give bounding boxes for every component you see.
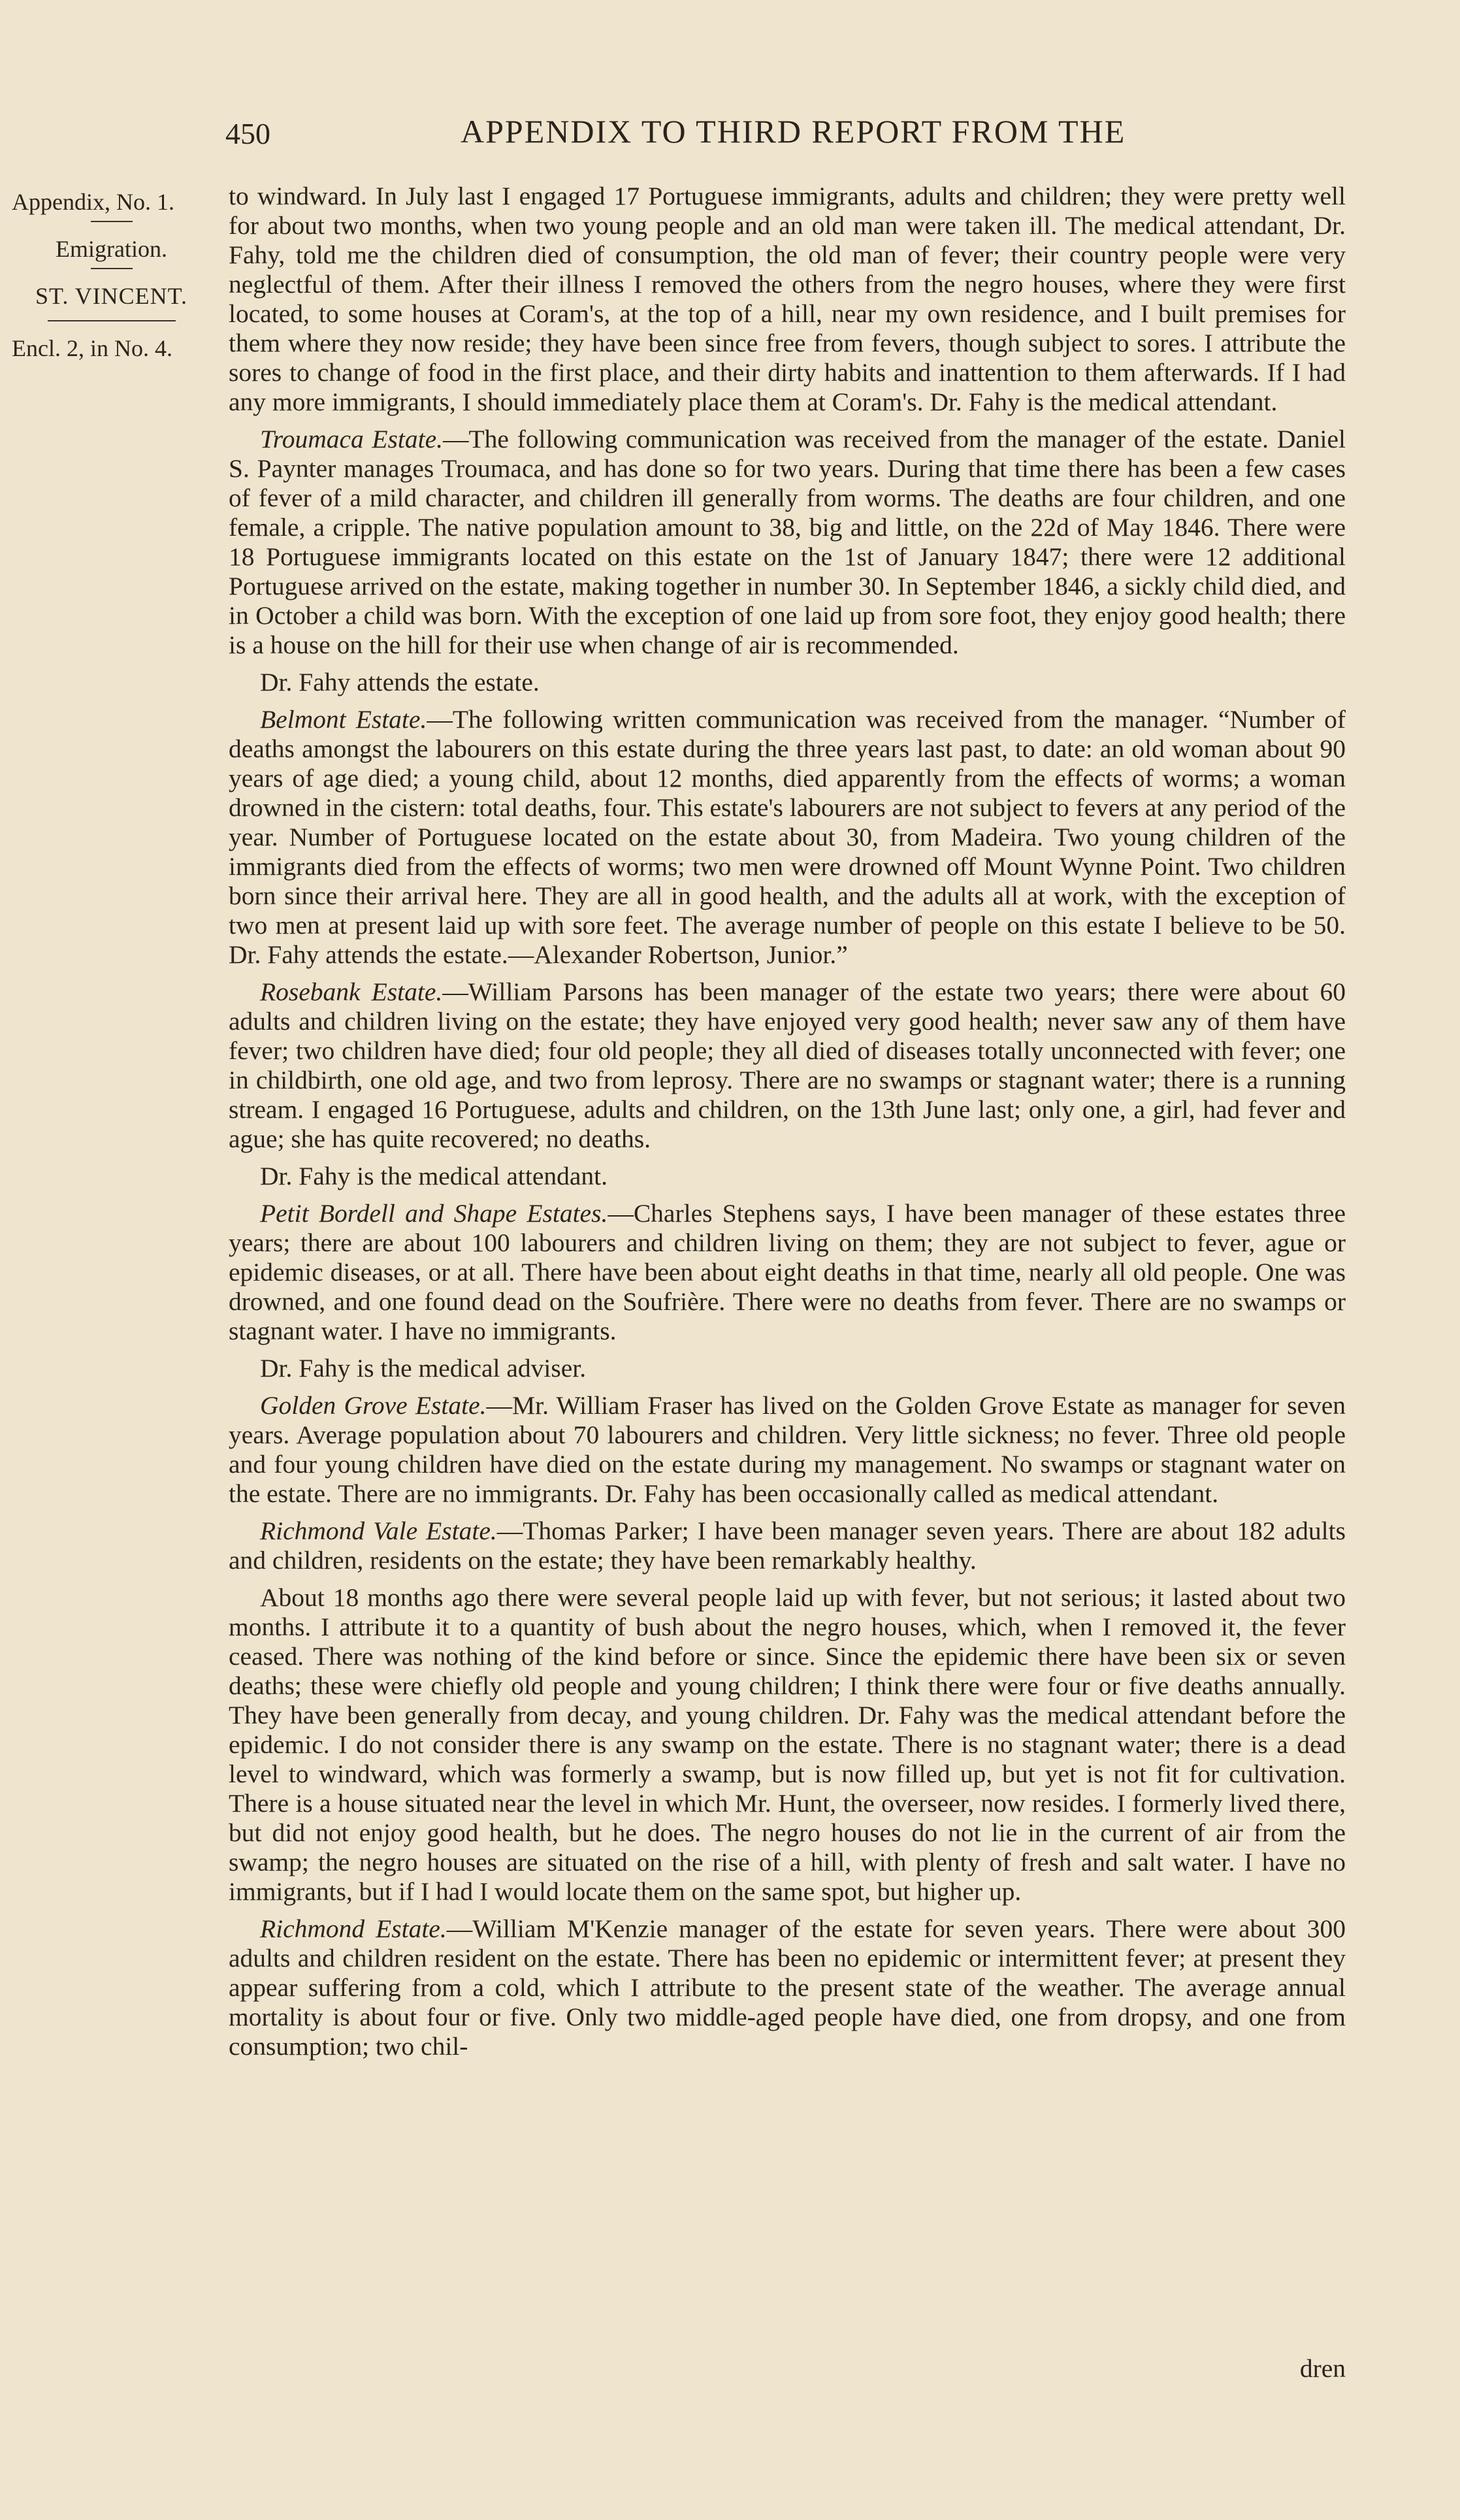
margin-colony: ST. VINCENT.	[35, 283, 187, 309]
catchword: dren	[1299, 2354, 1346, 2383]
estate-name: Belmont Estate.	[260, 705, 427, 734]
estate-name: Rosebank Estate.	[260, 977, 443, 1006]
estate-name: Golden Grove Estate.	[260, 1391, 487, 1420]
estate-name: Richmond Estate.	[260, 1914, 447, 1943]
paragraph: Dr. Fahy attends the estate.	[260, 668, 540, 696]
margin-notes	[12, 184, 211, 366]
paragraph: Troumaca Estate.—The following communication was received from the manager of the estate. Daniel S. Paynter manages Troumaca, and has done so for two years. During that time there has been a few cases of fever of a mild character, and children ill generally from worms. The deaths are four children, and one female, a cripple. The native population amount to 38, big and little, on the 22d of May 1846. There were 18 Portuguese immigrants located on this estate on the 1st of January 1847; there were 12 additional Portuguese arrived on the estate, making together in number 30. In September 1846, a sickly child died, and in October a child was born. With the exception of one laid up from sore foot, they enjoy good health; there is a house on the hill for their use when change of air is recommended.	[229, 425, 1346, 659]
estate-name: Petit Bordell and Shape Estates.	[260, 1199, 608, 1228]
estate-name: Troumaca Estate.	[260, 425, 444, 453]
margin-subject: Emigration.	[56, 236, 167, 262]
paragraph: About 18 months ago there were several people laid up with fever, but not serious; it lasted about two months. I attribute it to a quantity of bush about the negro houses, which, when I removed it, the fever ceased. There was nothing of the kind before or since. Since the epidemic there have been six or seven deaths; these were chiefly old people and young children; I think there were four or five deaths annually. They have been generally from decay, and young children. Dr. Fahy was the medical attendant before the epidemic. I do not consider there is any swamp on the estate. There is no stagnant water; there is a dead level to windward, which was formerly a swamp, but is now filled up, but yet is not fit for cultivation. There is a house situated near the level in which Mr. Hunt, the overseer, now resides. I formerly lived there, but did not enjoy good health, but he does. The negro houses do not lie in the current of air from the swamp; the negro houses are situated on the rise of a hill, with plenty of fresh and salt water. I have no immigrants, but if I had I would locate them on the same spot, but higher up.	[229, 1583, 1346, 1906]
paragraph: Golden Grove Estate.—Mr. William Fraser has lived on the Golden Grove Estate as manager for seven years. Average population about 70 labourers and children. Very little sickness; no fever. Three old people and four young children have died on the estate during my management. No swamps or stagnant water on the estate. There are no immigrants. Dr. Fahy has been occasionally called as medical attendant.	[229, 1391, 1346, 1508]
paragraph: Richmond Estate.—William M'Kenzie manager of the estate for seven years. There were about 300 adults and children resident on the estate. There has been no epidemic or intermittent fever; at present they appear suffering from a cold, which I attribute to the present state of the weather. The average annual mortality is about four or five. Only two middle-aged people have died, one from dropsy, and one from consumption; two chil-	[229, 1914, 1346, 2061]
body-text	[229, 182, 1346, 2061]
margin-rule	[91, 221, 133, 222]
paragraph: Belmont Estate.—The following written communication was received from the manager. “Number of deaths amongst the labourers on this estate during the three years last past, to date: an old woman about 90 years of age died; a young child, about 12 months, died apparently from the effects of worms; a woman drowned in the cistern: total deaths, four. This estate's labourers are not subject to fevers at any period of the year. Number of Portuguese located on the estate about 30, from Madeira. Two young children of the immigrants died from the effects of worms; two men were drowned off Mount Wynne Point. Two children born since their arrival here. They are all in good health, and the adults all at work, with the exception of two men at present laid up with sore feet. The average number of people on this estate I believe to be 50. Dr. Fahy attends the estate.—Alexander Robertson, Junior.”	[229, 705, 1346, 969]
page-number: 450	[225, 117, 270, 150]
page-header	[0, 110, 1460, 162]
margin-appendix: Appendix, No. 1.	[12, 189, 174, 215]
paragraph: Petit Bordell and Shape Estates.—Charles Stephens says, I have been manager of these estates three years; there are about 100 labourers and children living on them; they are not subject to fever, ague or epidemic diseases, or at all. There have been about eight deaths in that time, nearly all old people. One was drowned, and one found dead on the Soufrière. There were no deaths from fever. There are no swamps or stagnant water. I have no immigrants.	[229, 1199, 1346, 1345]
margin-rule	[91, 268, 133, 269]
paragraph: Richmond Vale Estate.—Thomas Parker; I have been manager seven years. There are about 182 adults and children, residents on the estate; they have been remarkably healthy.	[229, 1516, 1346, 1575]
paragraph: Dr. Fahy is the medical adviser.	[260, 1354, 587, 1383]
running-title: APPENDIX TO THIRD REPORT FROM THE	[461, 113, 1126, 150]
margin-enclosure: Encl. 2, in No. 4.	[12, 335, 172, 361]
paragraph: Rosebank Estate.—William Parsons has been manager of the estate two years; there were about 60 adults and children living on the estate; they have enjoyed very good health; never saw any of them have fever; two children have died; four old people; they all died of diseases totally unconnected with fever; one in childbirth, one old age, and two from leprosy. There are no swamps or stagnant water; there is a running stream. I engaged 16 Portuguese, adults and children, on the 13th June last; only one, a girl, had fever and ague; she has quite recovered; no deaths.	[229, 977, 1346, 1153]
paragraph: to windward. In July last I engaged 17 Portuguese immigrants, adults and children; they were pretty well for about two months, when two young people and an old man were taken ill. The medical attendant, Dr. Fahy, told me the children died of consumption, the old man of fever; their country people were very neglectful of them. After their illness I removed the others from the negro houses, where they were first located, to some houses at Coram's, at the top of a hill, near my own residence, and I built premises for them where they now reside; they have been since free from fevers, though subject to sores. I attribute the sores to change of food in the first place, and their dirty habits and inattention to them afterwards. If I had any more immigrants, I should immediately place them at Coram's. Dr. Fahy is the medical attendant.	[229, 182, 1346, 416]
estate-name: Richmond Vale Estate.	[260, 1516, 497, 1545]
margin-rule	[48, 320, 176, 321]
paragraph: Dr. Fahy is the medical attendant.	[260, 1162, 608, 1190]
